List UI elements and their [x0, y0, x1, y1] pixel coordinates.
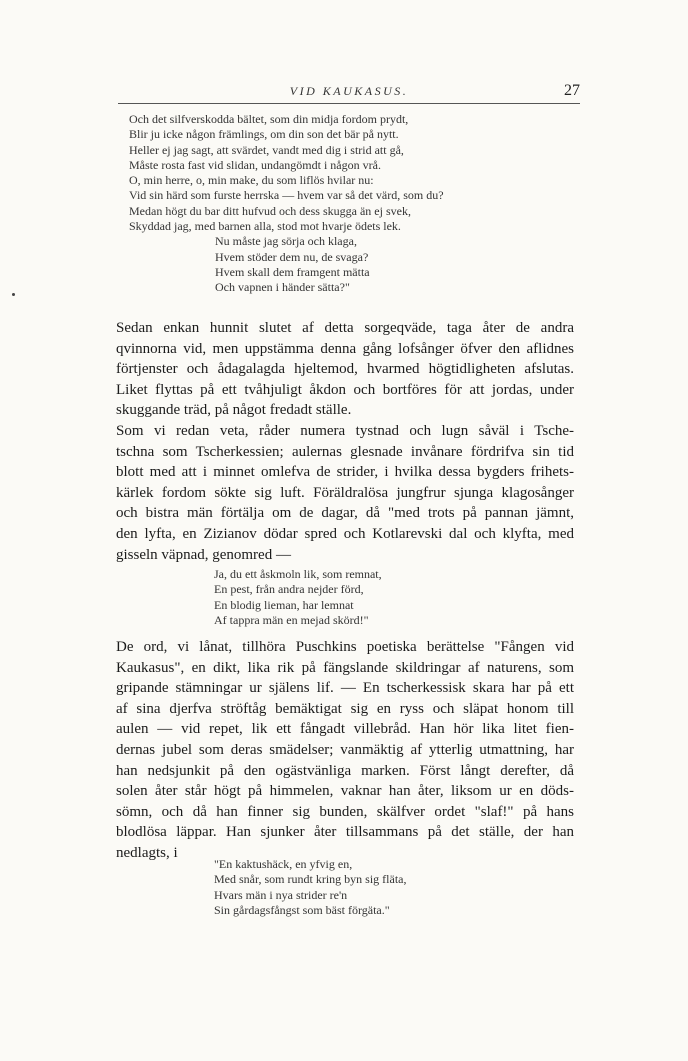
poem-line: Med snår, som rundt kring byn sig fläta,	[214, 872, 407, 887]
paragraph-line: De ord, vi lånat, tillhöra Puschkins poetiska berättelse "Fången vid	[116, 639, 574, 655]
paragraph-line: blodlösa läppar. Han sjunker åter tillsammans på det ställe, der han	[116, 824, 574, 841]
poem-line: En blodig lieman, har lemnat	[214, 597, 354, 612]
paragraph-silence	[116, 421, 574, 565]
paragraph-line: sömn, och då han finner sig bunden, skälfver ordet "slaf!" på hans	[116, 803, 574, 820]
poem-line: "En kaktushäck, en yfvig en,	[214, 857, 353, 871]
paragraph-line: Sedan enkan hunnit slutet af detta sorgeqväde, taga åter de andra	[116, 320, 574, 336]
paragraph-line: tschna som Tscherkessien; aulernas glesnade invånare fördrifva sin tid	[116, 443, 574, 460]
paragraph-funeral	[116, 318, 574, 421]
paragraph-line: den lyfta, en Zizianov dödar spred och Kotlarevski dal och klyfta, med	[116, 525, 574, 542]
poem-line: Af tappra män en mejad skörd!"	[214, 612, 369, 627]
paragraph-line: Liket flyttas på ett tvåhjuligt åkdon och bortföres för att jordas, under	[116, 381, 574, 398]
poem-line: Ja, du ett åskmoln lik, som remnat,	[214, 567, 382, 581]
paragraph-line: Kaukasus", en dikt, lika rik på fängslande skildringar af naturens, som	[116, 659, 574, 676]
poem-line-indented: Och vapnen i händer sätta?"	[215, 280, 350, 295]
poem-line: Blir ju icke någon främlings, om din son det bär på nytt.	[129, 127, 399, 142]
poem-lament	[129, 112, 444, 296]
paragraph-line: och bistra män förtälja om de dagar, då "med trots på pannan jämnt,	[116, 505, 574, 522]
poem-line: Vid sin härd som furste herrska — hvem var så det värd, som du?	[129, 188, 444, 203]
poem-line: Skyddad jag, med barnen alla, stod mot hvarje ödets lek.	[129, 219, 401, 234]
paragraph-line: blott med att i minnet omlefva de strider, i hvilka dessa bygders frihets-	[116, 464, 574, 481]
paragraph-line: nedlagts, i	[116, 844, 178, 861]
margin-mark	[12, 293, 15, 296]
poem-line: Och det silfverskodda bältet, som din midja fordom prydt,	[129, 112, 409, 126]
poem-line: O, min herre, o, min make, du som liflös hvilar nu:	[129, 173, 374, 188]
poem-line: En pest, från andra nejder förd,	[214, 582, 364, 597]
poem-line: Heller ej jag sagt, att svärdet, vandt med dig i strid att gå,	[129, 142, 404, 157]
paragraph-captive	[116, 637, 574, 864]
paragraph-line: af sina djerfva ströftåg bemäktigat sig en ryss och släpat honom till	[116, 700, 574, 717]
paragraph-line: solen åter står högt på himmelen, vaknar han åter, liksom ur en döds-	[116, 783, 574, 800]
poem-line: Hvars män i nya strider re'n	[214, 887, 348, 902]
page-header	[118, 84, 580, 102]
paragraph-line: förtjenster och ådagalagda hjeltemod, hvarmed högtidligheten afslutas.	[116, 361, 574, 378]
poem-line: Sin gårdagsfångst som bäst förgäta."	[214, 902, 390, 917]
poem-line-indented: Nu måste jag sörja och klaga,	[215, 234, 357, 249]
poem-pushkin-quote	[214, 567, 382, 628]
poem-cactus-hedge	[214, 857, 407, 918]
poem-line: Måste rosta fast vid slidan, undangömdt i någon vrå.	[129, 157, 381, 172]
poem-line-indented: Hvem skall dem framgent mätta	[215, 264, 370, 279]
paragraph-line: skuggande träd, på något fredadt ställe.	[116, 402, 352, 419]
poem-line-indented: Hvem stöder dem nu, de svaga?	[215, 249, 369, 264]
paragraph-line: han nedsjunkit på den ogästvänliga marken. Först långt derefter, då	[116, 762, 574, 779]
paragraph-line: kärlek fordom sökte sig luft. Föräldralösa jungfrur sjunga klagosånger	[116, 484, 574, 501]
header-rule	[118, 103, 580, 104]
paragraph-line: gisseln väpnad, genomred —	[116, 546, 291, 563]
paragraph-line: dernas jubel som deras smädelser; vanmäktig af ytterlig utmattning, har	[116, 741, 574, 758]
poem-line: Medan högt du bar ditt hufvud och dess skugga än ej svek,	[129, 203, 411, 218]
paragraph-line: Som vi redan veta, råder numera tystnad och lugn såväl i Tsche-	[116, 423, 574, 439]
paragraph-line: qvinnorna vid, men uppstämma denna gång lofsånger öfver den aflidnes	[116, 340, 574, 357]
paragraph-line: gripande stämningar ur själens lif. — En tscherkessisk skara har på ett	[116, 680, 574, 697]
paragraph-line: aulen — vid repet, lik ett fångadt villebråd. Han hör lika litet fien-	[116, 721, 574, 738]
page-number: 27	[564, 82, 580, 99]
running-title: VID KAUKASUS.	[289, 84, 409, 98]
